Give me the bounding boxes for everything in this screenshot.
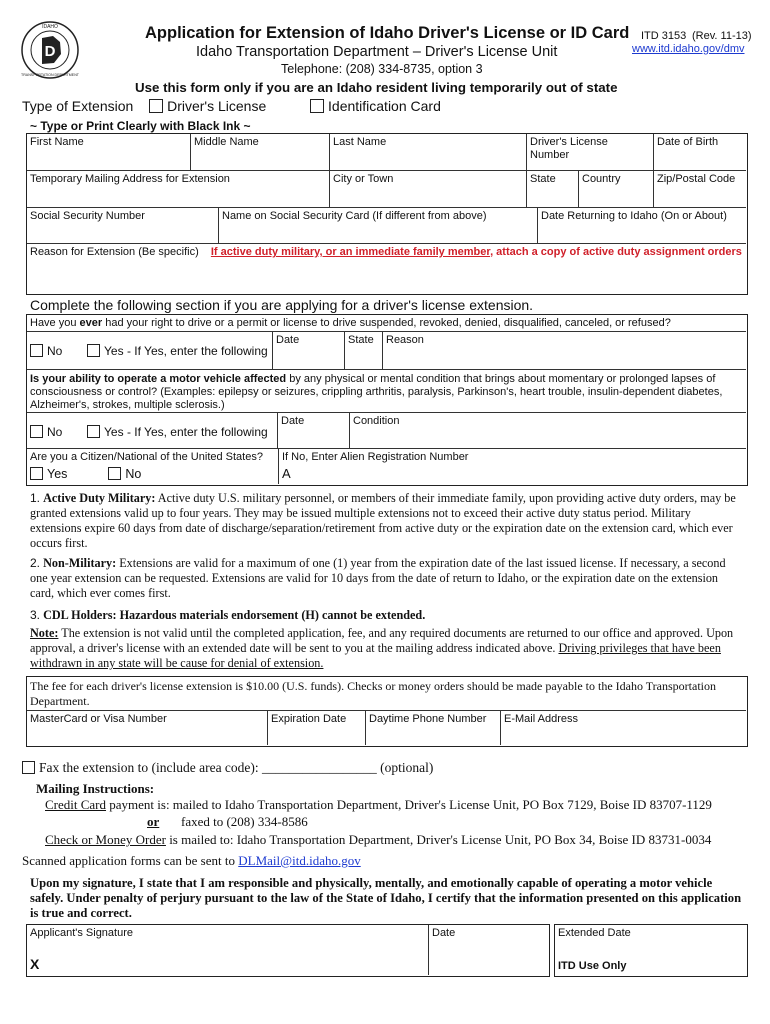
telephone: Telephone: (208) 334-8735, option 3: [281, 62, 483, 76]
signature-date-label: Date: [432, 927, 456, 939]
country-field[interactable]: [579, 171, 654, 208]
suspension-yes-checkbox[interactable]: [87, 344, 100, 357]
citizen-yes-checkbox[interactable]: [30, 467, 43, 480]
expiration-date-label: Expiration Date: [271, 713, 347, 725]
middle-name-label: Middle Name: [194, 136, 259, 148]
city-field[interactable]: [330, 171, 527, 208]
dl-questions-table: [26, 314, 748, 486]
citizenship-question-label: Are you a Citizen/National of the United States?: [30, 451, 263, 463]
dmv-website-link[interactable]: www.itd.idaho.gov/dmv: [632, 43, 745, 55]
fax-number-text: faxed to (208) 334-8586: [181, 814, 308, 829]
reason-field[interactable]: [27, 244, 746, 293]
note-validity: [30, 626, 740, 671]
medical-question: [27, 370, 746, 413]
check-money-order-text: is mailed to: Idaho Transportation Department, Driver's License Unit, PO Box 34, Boise ID 83731-0034: [165, 832, 712, 847]
suspension-reason-field[interactable]: [383, 332, 746, 370]
svg-text:IDAHO: IDAHO: [42, 24, 58, 30]
daytime-phone-label: Daytime Phone Number: [369, 713, 487, 725]
signature-box: [26, 924, 550, 977]
first-name-field[interactable]: [27, 134, 191, 171]
fee-payment-table: [26, 676, 748, 747]
medical-answer-options: [27, 413, 278, 449]
date-returning-label: Date Returning to Idaho (On or About): [541, 210, 727, 222]
check-mailing: [45, 832, 711, 848]
card-number-field[interactable]: [27, 711, 268, 745]
suspension-state-field[interactable]: [345, 332, 383, 370]
or-label: or: [147, 814, 160, 829]
check-money-order-label: Check or Money Order: [45, 832, 166, 847]
itd-use-box: [554, 924, 748, 977]
form-number: ITD 3153: [641, 30, 687, 42]
first-name-label: First Name: [30, 136, 84, 148]
note-1-number: 1.: [30, 491, 41, 505]
fax-text: Fax the extension to (include area code): _________________ (optional): [39, 760, 434, 775]
suspension-no-checkbox[interactable]: [30, 344, 43, 357]
signature-x-mark: X: [30, 956, 40, 972]
citizenship-question: [27, 449, 279, 484]
mailing-address-label: Temporary Mailing Address for Extension: [30, 173, 230, 185]
fax-option-row: [22, 760, 433, 776]
note-2-title: Non-Military:: [43, 556, 117, 570]
note-2-text: Extensions are valid for a maximum of one (1) year from the expiration date of the last issued license. If necessary, a second one year extension can be requested. Extensions are valid for 10 days from the date of return to Idaho, or the expiration date on the extension card, which ever comes first.: [30, 556, 726, 600]
note-cdl: [30, 608, 740, 623]
citizen-yes-label: Yes: [47, 467, 68, 481]
drivers-license-checkbox[interactable]: [149, 99, 163, 113]
suspension-question-pre: Have you: [30, 317, 80, 329]
zip-label: Zip/Postal Code: [657, 173, 736, 185]
medical-question-bold: Is your ability to operate a motor vehicle affected: [30, 373, 287, 385]
itd-use-only-label: ITD Use Only: [558, 960, 627, 972]
daytime-phone-field[interactable]: [366, 711, 501, 745]
note-2-number: 2.: [30, 556, 41, 570]
medical-condition-label: Condition: [353, 415, 400, 427]
state-label: State: [530, 173, 556, 185]
note-3-title: CDL Holders: Hazardous materials endorsement (H) cannot be extended.: [43, 608, 426, 622]
note-underlined: Driving privileges that have been withdrawn in any state will be cause for denial of extension.: [30, 641, 721, 670]
reason-military-note-rest: , attach a copy of active duty assignment orders: [490, 246, 742, 258]
fee-text: The fee for each driver's license extension is $10.00 (U.S. funds). Checks or money orders should be made payable to the Idaho Transportation Department.: [27, 677, 746, 711]
suspension-question-post: had your right to drive or a permit or license to drive suspended, revoked, denied, disqualified, canceled, or refused?: [102, 317, 671, 329]
last-name-label: Last Name: [333, 136, 387, 148]
extended-date-label: Extended Date: [558, 927, 631, 939]
suspension-answer-options: [27, 332, 273, 370]
form-title: Application for Extension of Idaho Driver's License or ID Card: [145, 24, 630, 42]
suspension-state-label: State: [348, 334, 374, 346]
alien-registration-field[interactable]: [279, 449, 746, 484]
type-of-extension-label: Type of Extension: [22, 98, 134, 114]
note-3-number: 3.: [30, 608, 41, 622]
note-text: The extension is not valid until the completed application, fee, and any required documents are returned to our office and approved. Upon approval, a driver's license with an extended date will be sent to you at the mailing address indicated above.: [30, 626, 734, 655]
mailing-address-field[interactable]: [27, 171, 330, 208]
credit-card-label: Credit Card: [45, 797, 107, 812]
idaho-seal-logo: [20, 20, 80, 80]
identification-card-option: Identification Card: [328, 98, 441, 114]
dl-number-label: Driver's License Number: [530, 136, 608, 161]
expiration-date-field[interactable]: [268, 711, 366, 745]
fax-checkbox[interactable]: [22, 761, 35, 774]
zip-field[interactable]: [654, 171, 746, 208]
reason-military-note: If active duty military, or an immediate family member: [210, 246, 491, 258]
middle-name-field[interactable]: [191, 134, 330, 171]
medical-yes-label: Yes - If Yes, enter the following: [104, 425, 268, 439]
extended-date-field: [555, 925, 746, 975]
note-1-text: Active duty U.S. military personnel, or members of their immediate family, upon providing active duty orders, may be granted extensions valid up to four years. They may be issued multiple extensions not to exceed their active duty status period. Military extensions expire 60 days from date of discharge/separation/retirement from active duty or the expiration date on the extension card, which ever occurs first.: [30, 491, 736, 550]
note-label: Note:: [30, 626, 59, 640]
suspension-reason-label: Reason: [386, 334, 424, 346]
ink-note: ~ Type or Print Clearly with Black Ink ~: [30, 119, 251, 133]
medical-date-label: Date: [281, 415, 305, 427]
svg-text:D: D: [44, 43, 56, 60]
email-address-field[interactable]: [501, 711, 746, 745]
ssn-label: Social Security Number: [30, 210, 145, 222]
email-address-label: E-Mail Address: [504, 713, 578, 725]
alien-registration-prefix: A: [282, 466, 291, 481]
last-name-field[interactable]: [330, 134, 527, 171]
scanned-email-link[interactable]: DLMail@itd.idaho.gov: [238, 853, 361, 868]
alien-registration-label: If No, Enter Alien Registration Number: [282, 451, 469, 463]
medical-no-label: No: [47, 425, 63, 439]
note-1-title: Active Duty Military:: [43, 491, 156, 505]
note-active-duty: [30, 491, 740, 551]
dl-section-heading: Complete the following section if you are applying for a driver's license extension.: [30, 297, 534, 313]
date-returning-field[interactable]: [538, 208, 746, 244]
type-of-extension-row: [22, 98, 441, 114]
applicant-signature-field[interactable]: [27, 925, 429, 975]
suspension-question: [27, 315, 746, 332]
suspension-question-bold: ever: [79, 317, 103, 329]
suspension-yes-label: Yes - If Yes, enter the following: [104, 344, 268, 358]
citizen-no-label: No: [125, 467, 142, 481]
medical-question-rest: by any physical or mental condition that brings about momentary or prolonged lapses of consciousness or control? (Examples: epilepsy or seizures, crippling arthritis, paralysis, Parkinson's, heart trouble, insulin-dependent diabetes, Alzheimer's, strokes, multiple sclerosis.): [30, 373, 723, 411]
dob-field[interactable]: [654, 134, 746, 171]
medical-yes-checkbox[interactable]: [87, 425, 100, 438]
svg-text:TRANSPORTATION DEPARTMENT: TRANSPORTATION DEPARTMENT: [21, 73, 79, 77]
reason-label: Reason for Extension (Be specific): [30, 246, 199, 258]
suspension-no-label: No: [47, 344, 63, 358]
medical-date-field[interactable]: [278, 413, 350, 449]
suspension-date-field[interactable]: [273, 332, 345, 370]
scanned-forms-text: Scanned application forms can be sent to: [22, 853, 239, 868]
medical-no-checkbox[interactable]: [30, 425, 43, 438]
mailing-instructions-heading: Mailing Instructions:: [36, 781, 155, 796]
medical-condition-field[interactable]: [350, 413, 746, 449]
state-field[interactable]: [527, 171, 579, 208]
ss-name-label: Name on Social Security Card (If different from above): [222, 210, 487, 222]
country-label: Country: [582, 173, 621, 185]
ssn-field[interactable]: [27, 208, 219, 244]
department-name: Idaho Transportation Department – Driver's License Unit: [196, 44, 558, 60]
citizen-no-checkbox[interactable]: [108, 467, 121, 480]
form-instruction: Use this form only if you are an Idaho resident living temporarily out of state: [135, 80, 618, 95]
suspension-date-label: Date: [276, 334, 300, 346]
dl-number-field[interactable]: [527, 134, 654, 171]
identification-card-checkbox[interactable]: [310, 99, 324, 113]
drivers-license-option: Driver's License: [167, 98, 267, 114]
certification-text: Upon my signature, I state that I am responsible and physically, mentally, and emotionally capable of operating a motor vehicle safely. Under penalty of perjury pursuant to the law of the State of Idaho, I certify that the information presented on this application is true and correct.: [30, 876, 742, 920]
dob-label: Date of Birth: [657, 136, 719, 148]
city-label: City or Town: [333, 173, 394, 185]
applicant-info-table: [26, 133, 748, 295]
scanned-forms-row: [22, 853, 361, 869]
applicant-signature-label: Applicant's Signature: [30, 927, 133, 939]
credit-card-mailing: [45, 797, 712, 813]
signature-date-field[interactable]: [429, 925, 548, 975]
form-revision: (Rev. 11-13): [692, 30, 752, 42]
credit-card-text: payment is: mailed to Idaho Transportation Department, Driver's License Unit, PO Box 7129, Boise ID 83707-1129: [106, 797, 712, 812]
ss-name-field[interactable]: [219, 208, 538, 244]
note-non-military: [30, 556, 740, 601]
card-number-label: MasterCard or Visa Number: [30, 713, 167, 725]
